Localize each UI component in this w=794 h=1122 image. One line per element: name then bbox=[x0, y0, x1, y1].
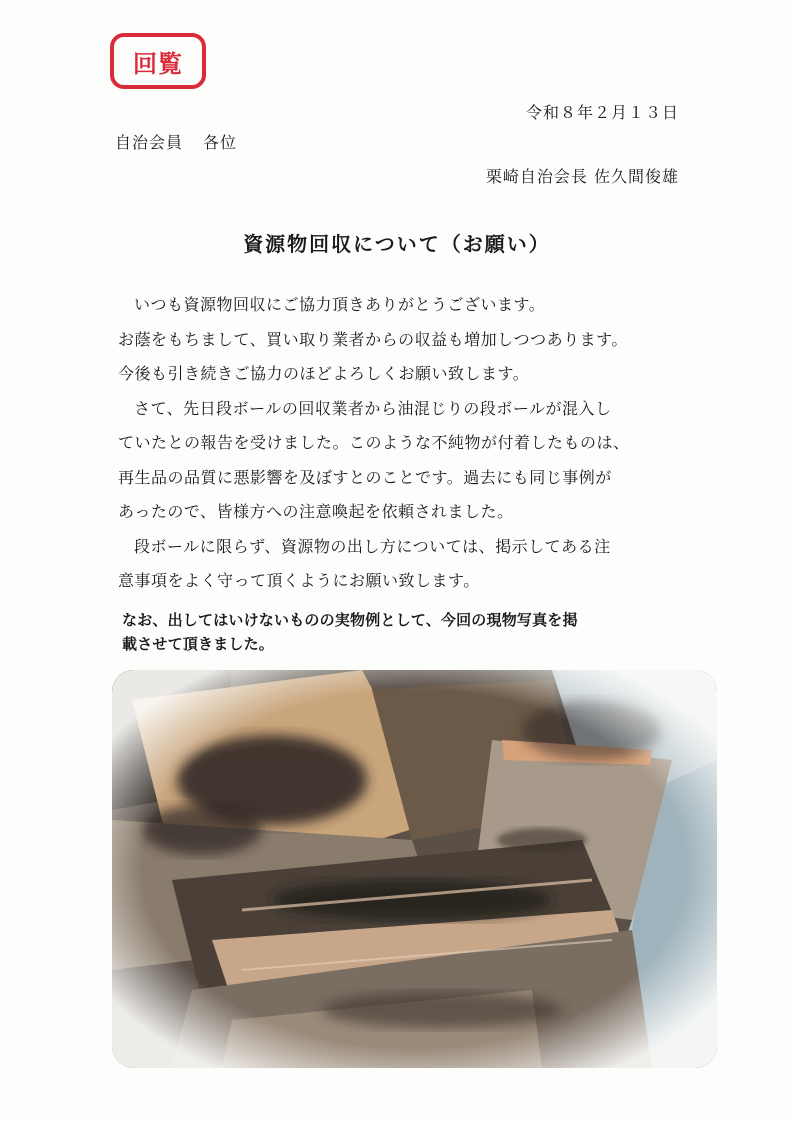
body-line: 意事項をよく守って頂くようにお願い致します。 bbox=[118, 571, 480, 590]
body-line: お蔭をもちまして、買い取り業者からの収益も増加しつつあります。 bbox=[118, 329, 628, 349]
document-title: 資源物回収について（お願い） bbox=[243, 232, 551, 256]
photo-note bbox=[122, 608, 692, 656]
stamp-label: 回覧 bbox=[133, 49, 183, 78]
body-text bbox=[118, 288, 688, 599]
photo-note-line: なお、出してはいけないものの実物例として、今回の現物写真を掲 bbox=[122, 611, 578, 629]
recipient-suffix: 各位 bbox=[203, 133, 238, 152]
sender: 栗崎自治会長 佐久間俊雄 bbox=[485, 167, 679, 186]
document-date: 令和８年２月１３日 bbox=[525, 103, 679, 122]
oily-cardboard-photo bbox=[112, 670, 717, 1068]
body-line: いつも資源物回収にご協力頂きありがとうございます。 bbox=[134, 295, 546, 314]
body-line: さて、先日段ボールの回収業者から油混じりの段ボールが混入し bbox=[134, 398, 612, 418]
photo-note-line: 載させて頂きました。 bbox=[122, 635, 275, 653]
circulation-stamp bbox=[110, 33, 206, 89]
body-line: 今後も引き続きご協力のほどよろしくお願い致します。 bbox=[118, 364, 530, 383]
recipient: 自治会員 bbox=[115, 133, 184, 152]
body-line: ていたとの報告を受けました。このような不純物が付着したものは、 bbox=[118, 433, 630, 452]
body-line: 再生品の品質に悪影響を及ぼすとのことです。過去にも同じ事例が bbox=[118, 467, 612, 487]
body-line: 段ボールに限らず、資源物の出し方については、掲示してある注 bbox=[134, 536, 611, 556]
body-line: あったので、皆様方への注意喚起を依頼されました。 bbox=[118, 502, 514, 521]
recipient-line bbox=[115, 130, 237, 153]
